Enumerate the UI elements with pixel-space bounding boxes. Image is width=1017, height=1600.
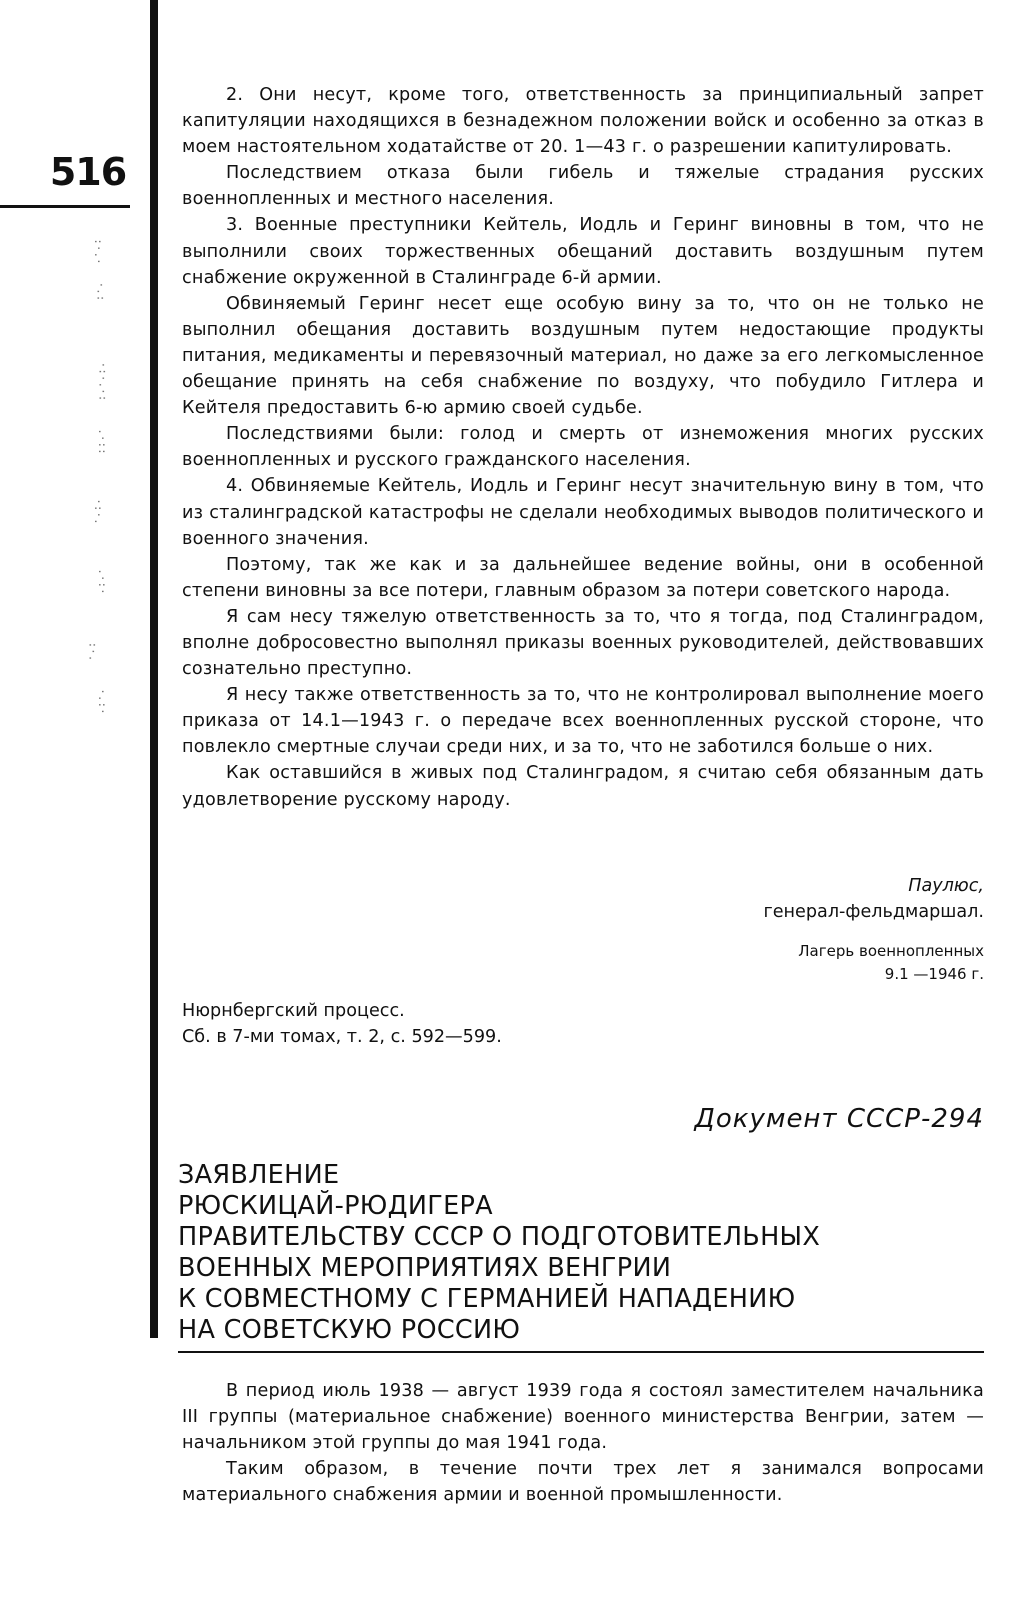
paragraph: Последствием отказа были гибель и тяжелые страдания русских военнопленных и местного населения. — [182, 163, 984, 210]
signature-block — [763, 873, 984, 925]
paragraph: Обвиняемый Геринг несет еще особую вину за то, что он не только не выполнил обещания доставить воздушным путем недостающие продукты питания, медикаменты и перевязочный материал, но даже за его легкомысленное обещание принять на себя снабжение по воздуху, что побудило Гитлера и Кейтеля предоставить 6-ю армию своей судьбе. — [182, 293, 984, 419]
source-line-2: Сб. в 7-ми томах, т. 2, с. 592—599. — [182, 1027, 502, 1047]
document-number: Документ СССР-294 — [694, 1104, 984, 1134]
paragraph: 2. Они несут, кроме того, ответственность за принципиальный запрет капитуляции находящихся в безнадежном положении войск и особенно за отказ в моем настоятельном ходатайстве от 20. 1—43 г. о разрешении капитулировать. — [182, 85, 984, 158]
paragraph: В период июль 1938 — август 1939 года я состоял заместителем начальника III группы (материальное снабжение) военного министерства Венгрии, затем — начальником этой группы до мая 1941 года. — [182, 1381, 984, 1454]
statement-title — [178, 1160, 998, 1346]
signature-title: генерал-фельдмаршал. — [763, 902, 984, 922]
margin-scan-marks: :·.· ·.: ·:·.·: .·:: ·:·. .·:· :·. ·.:· — [86, 238, 110, 715]
paragraph: Поэтому, так же как и за дальнейшее ведение войны, они в особенной степени виновны за все потери, главным образом за потери советского народа. — [182, 554, 984, 601]
paragraph: 4. Обвиняемые Кейтель, Иодль и Геринг несут значительную вину в том, что из сталинградской катастрофы не сделали необходимых выводов политического и военного значения. — [182, 476, 984, 549]
signature-name: Паулюс, — [908, 876, 984, 896]
title-line: К СОВМЕСТНОМУ С ГЕРМАНИЕЙ НАПАДЕНИЮ — [178, 1284, 796, 1314]
title-line: РЮСКИЦАЙ-РЮДИГЕРА — [178, 1191, 493, 1221]
paragraph: Как оставшийся в живых под Сталинградом, я считаю себя обязанным дать удовлетворение русскому народу. — [182, 763, 984, 810]
title-line: НА СОВЕТСКУЮ РОССИЮ — [178, 1315, 521, 1345]
page-number: 516 — [49, 150, 127, 194]
title-divider — [178, 1351, 984, 1353]
vertical-margin-rule — [150, 0, 158, 1338]
title-line: ЗАЯВЛЕНИЕ — [178, 1160, 340, 1190]
place-date-block — [798, 940, 984, 986]
title-line: ВОЕННЫХ МЕРОПРИЯТИЯХ ВЕНГРИИ — [178, 1253, 672, 1283]
title-line: ПРАВИТЕЛЬСТВУ СССР О ПОДГОТОВИТЕЛЬНЫХ — [178, 1222, 821, 1252]
place: Лагерь военнопленных — [798, 942, 984, 960]
paragraph: 3. Военные преступники Кейтель, Иодль и Геринг виновны в том, что не выполнили своих торжественных обещаний доставить воздушным путем снабжение окруженной в Сталинграде 6-й армии. — [182, 215, 984, 288]
paragraph: Я несу также ответственность за то, что не контролировал выполнение моего приказа от 14.1—1943 г. о передаче всех военнопленных русской стороне, что повлекло смертные случаи среди них, и за то, что не заботился больше о них. — [182, 685, 984, 758]
paragraph: Последствиями были: голод и смерть от изнеможения многих русских военнопленных и русского гражданского населения. — [182, 424, 984, 471]
source-line-1: Нюрнбергский процесс. — [182, 1001, 405, 1021]
paragraph: Я сам несу тяжелую ответственность за то, что я тогда, под Сталинградом, вполне добросовестно выполнял приказы военных руководителей, действовавших сознательно преступно. — [182, 606, 984, 680]
source-citation — [182, 998, 502, 1050]
page-number-rule — [0, 205, 130, 208]
body-text — [182, 82, 984, 813]
statement-body — [182, 1378, 984, 1508]
date: 9.1 —1946 г. — [884, 965, 984, 983]
paragraph: Таким образом, в течение почти трех лет я занимался вопросами материального снабжения армии и военной промышленности. — [182, 1459, 984, 1506]
